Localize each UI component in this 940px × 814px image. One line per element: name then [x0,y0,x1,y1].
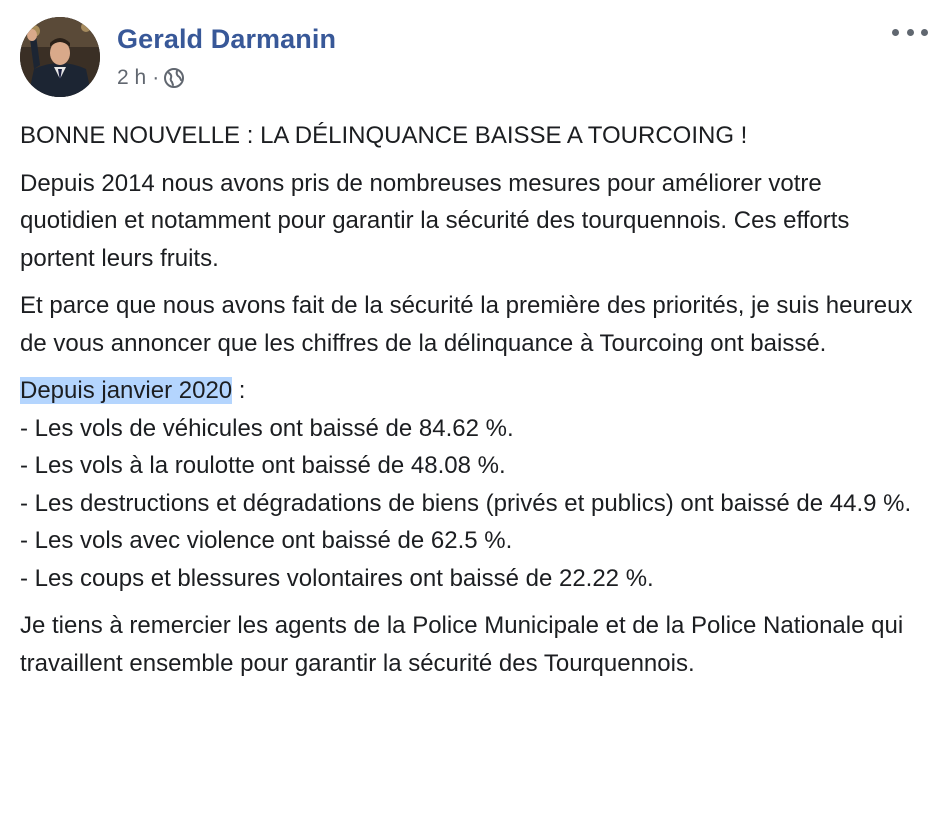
author-name[interactable]: Gerald Darmanin [117,24,337,54]
post-paragraph-2: Et parce que nous avons fait de la sécurité la première des priorités, je suis heureux de vous annoncer que les chiffres de la délinquance à Tourcoing ont baissé. [20,292,913,357]
highlighted-text: Depuis janvier 2020 [20,377,233,404]
post-timestamp[interactable]: 2 h [117,66,147,89]
post-body [20,117,925,692]
avatar-photo [20,17,100,97]
more-dot [921,29,928,36]
stat-line: - Les vols de véhicules ont baissé de 84.62 %. [20,414,514,442]
since-suffix: : [232,377,246,404]
stat-line: - Les destructions et dégradations de biens (privés et publics) ont baissé de 44.9 %. [20,489,912,517]
globe-icon[interactable] [163,67,185,89]
more-dot [892,29,899,36]
stats-block [20,372,925,597]
meta-separator: · [152,66,160,89]
post-paragraph-3: Je tiens à remercier les agents de la Police Municipale et de la Police Nationale qui travaillent ensemble pour garantir la sécurité des Tourquennois. [20,612,904,677]
more-dot [907,29,914,36]
stat-line: - Les coups et blessures volontaires ont baissé de 22.22 %. [20,564,654,592]
author-avatar[interactable] [20,17,100,97]
post-title: BONNE NOUVELLE : LA DÉLINQUANCE BAISSE A TOURCOING ! [20,122,748,149]
stat-line: - Les vols avec violence ont baissé de 62.5 %. [20,527,513,554]
post-meta [117,66,185,90]
post-paragraph-1: Depuis 2014 nous avons pris de nombreuses mesures pour améliorer votre quotidien et notamment pour garantir la sécurité des tourquennois. Ces efforts portent leurs fruits. [20,169,850,272]
more-options-icon[interactable] [892,22,928,42]
stat-line: - Les vols à la roulotte ont baissé de 48.08 %. [20,452,506,479]
